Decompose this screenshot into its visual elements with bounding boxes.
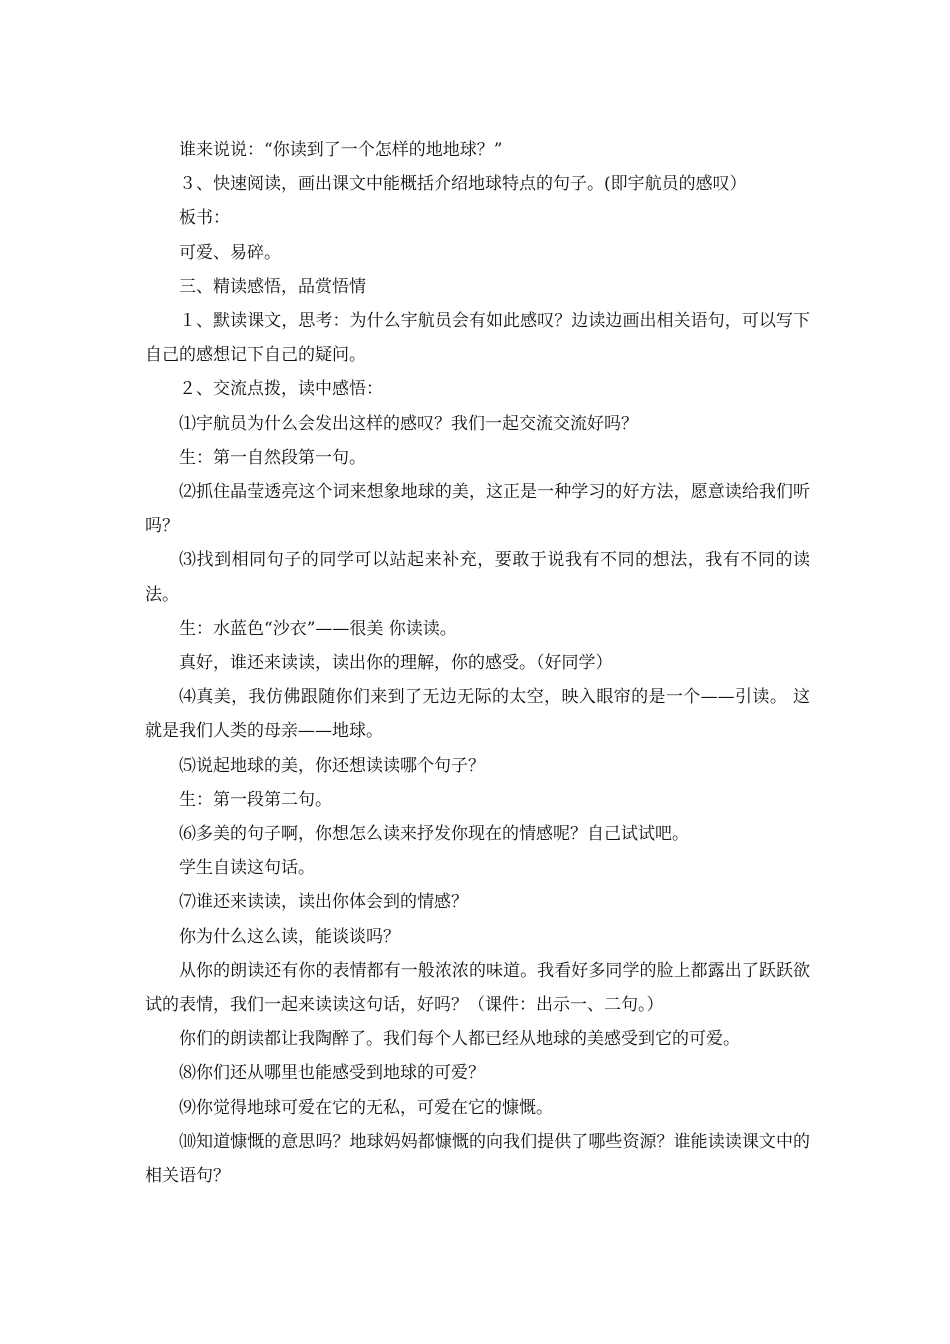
paragraph-3: 板书： [179,208,230,229]
document-page [145,133,810,1193]
paragraph-19: ⑺谁还来读读，读出你体会到的情感？ [179,892,468,913]
paragraph-21: 从你的朗读还有你的表情都有一般浓浓的味道。我看好多同学的脸上都露出了跃跃欲试的表情，我们一起来读读这句话，好吗？（课件：出示一、二句。） [145,960,810,1016]
paragraph-17: ⑹多美的句子啊，你想怎么读来抒发你现在的情感呢？自己试试吧。 [179,824,689,845]
paragraph-24: ⑼你觉得地球可爱在它的无私，可爱在它的慷慨。 [179,1097,553,1118]
paragraph-18: 学生自读这句话。 [179,858,315,879]
paragraph-7: ２、交流点拨，读中感悟： [179,379,383,400]
paragraph-8: ⑴宇航员为什么会发出这样的感叹？我们一起交流交流好吗？ [179,413,638,434]
paragraph-25: ⑽知道慷慨的意思吗？地球妈妈都慷慨的向我们提供了哪些资源？谁能读读课文中的相关语句？ [145,1131,810,1187]
paragraph-10: ⑵抓住晶莹透亮这个词来想象地球的美，这正是一种学习的好方法，愿意读给我们听吗？ [145,482,810,537]
paragraph-13: 真好，谁还来读读，读出你的理解，你的感受。（好同学） [179,653,613,674]
paragraph-20: 你为什么这么读，能谈谈吗？ [179,926,400,947]
paragraph-16: 生：第一段第二句。 [179,789,332,810]
paragraph-14: ⑷真美，我仿佛跟随你们来到了无边无际的太空，映入眼帘的是一个——引读。 这就是我们人类的母亲——地球。 [145,687,810,742]
paragraph-4: 可爱、易碎。 [179,242,281,263]
paragraph-1: 谁来说说：“你读到了一个怎样的地地球？” [179,140,503,160]
paragraph-22: 你们的朗读都让我陶醉了。我们每个人都已经从地球的美感受到它的可爱。 [179,1029,740,1050]
paragraph-12: 生：水蓝色“沙衣”——很美 你读读。 [179,618,457,639]
paragraph-2: ３、快速阅读，画出课文中能概括介绍地球特点的句子。(即宇航员的感叹） [179,174,747,195]
paragraph-11: ⑶找到相同句子的同学可以站起来补充，要敢于说我有不同的想法，我有不同的读法。 [145,550,810,605]
paragraph-23: ⑻你们还从哪里也能感受到地球的可爱？ [179,1063,485,1084]
section-heading: 三、精读感悟，品赏悟情 [179,276,366,297]
paragraph-15: ⑸说起地球的美，你还想读读哪个句子？ [179,755,485,776]
paragraph-9: 生：第一自然段第一句。 [179,447,366,468]
paragraph-6: １、默读课文，思考：为什么宇航员会有如此感叹？边读边画出相关语句，可以写下自己的感想记下自己的疑问。 [145,311,810,366]
